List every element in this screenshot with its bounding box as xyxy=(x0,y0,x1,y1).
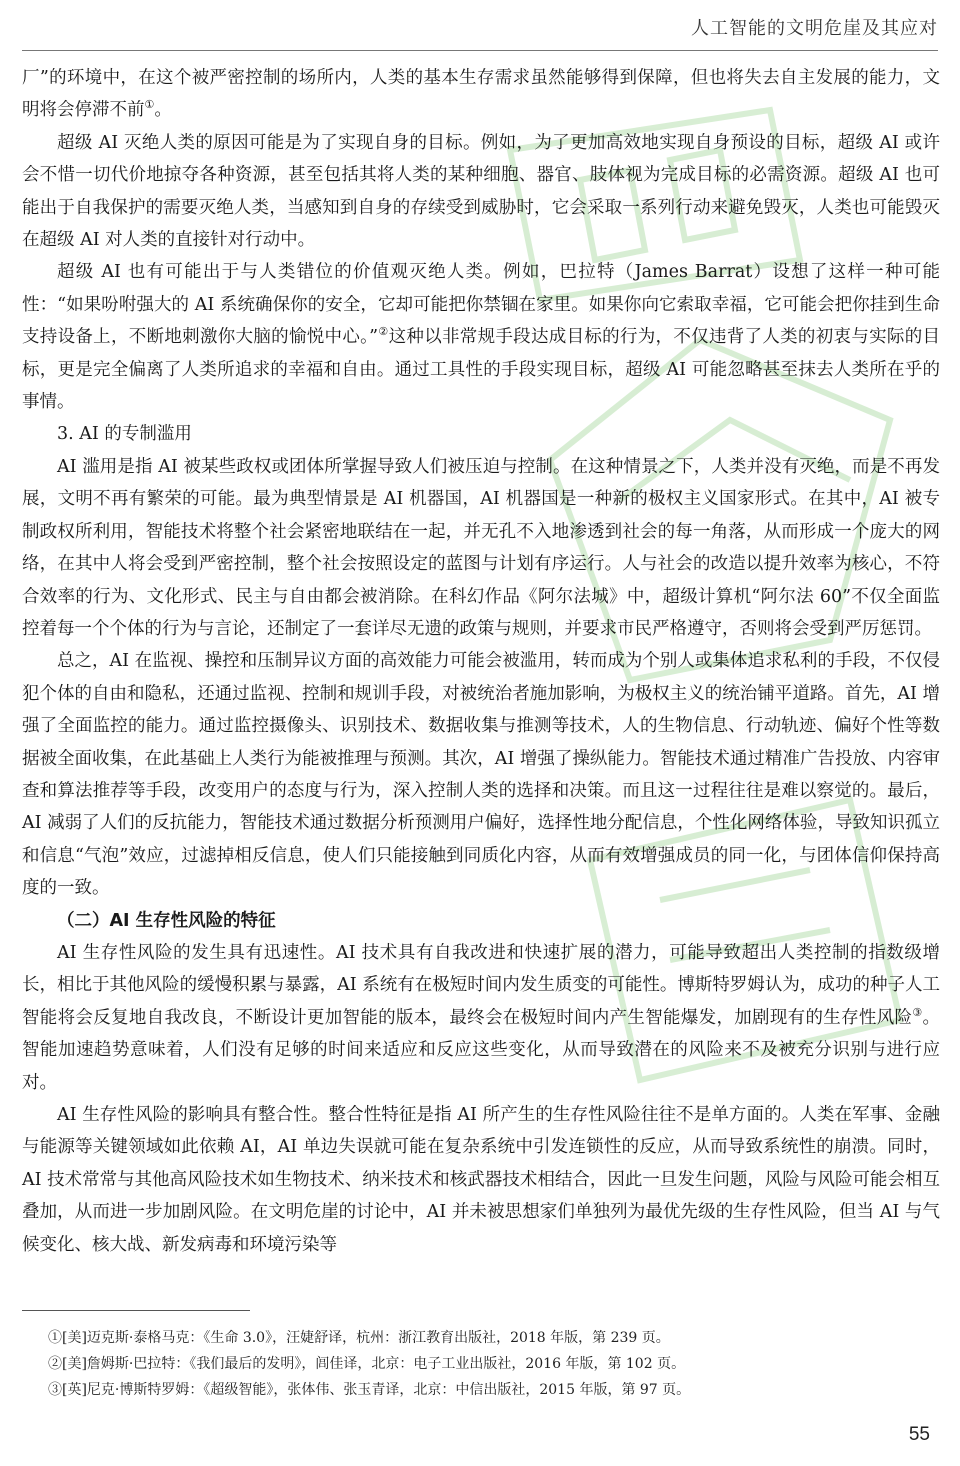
paragraph xyxy=(22,937,940,1099)
paragraph-text: AI 生存性风险的发生具有迅速性。AI 技术具有自我改进和快速扩展的潜力，可能导致超出人类控制的指数级增长，相比于其他风险的缓慢积累与暴露，AI 系统有在极短时间内发生质变的可能性。博斯特罗姆认为，成功的种子人工智能将会反复地自我改良，不断设计更加智能的版本，最终会在极短时间内产生智能爆发，加剧现有的生存性风险 xyxy=(22,942,940,1028)
paragraph: 总之，AI 在监视、操控和压制异议方面的高效能力可能会被滥用，转而成为个别人或集体追求私利的手段，不仅侵犯个体的自由和隐私，还通过监视、控制和规训手段，对被统治者施加影响，为极权主义的统治铺平道路。首先，AI 增强了全面监控的能力。通过监控摄像头、识别技术、数据收集与推测等技术，人的生物信息、行动轨迹、偏好个性等数据被全面收集，在此基础上人类行为能被推理与预测。其次，AI 增强了操纵能力。智能技术通过精准广告投放、内容审查和算法推荐等手段，改变用户的态度与行为，深入控制人类的选择和决策。而且这一过程往往是难以察觉的。最后，AI 减弱了人们的反抗能力，智能技术通过数据分析预测用户偏好，选择性地分配信息，个性化网络体验，导致知识孤立和信息“气泡”效应，过滤掉相反信息，使人们只能接触到同质化内容，从而有效增强成员的同一化，与团体信仰保持高度的一致。 xyxy=(22,651,940,899)
paragraph: AI 生存性风险的影响具有整合性。整合性特征是指 AI 所产生的生存性风险往往不是单方面的。人类在军事、金融与能源等关键领域如此依赖 AI，AI 单边失误就可能在复杂系统中引发连锁性的反应，从而导致系统性的崩溃。同时，AI 技术常常与其他高风险技术如生物技术、纳米技术和核武器技术相结合，因此一旦发生问题，风险与风险可能会相互叠加，从而进一步加剧风险。在文明危崖的讨论中，AI 并未被思想家们单独列为最优先级的生存性风险，但当 AI 与气候变化、核大战、新发病毒和环境污染等 xyxy=(22,1105,940,1255)
header-rule xyxy=(22,50,938,51)
page-number: 55 xyxy=(908,1424,930,1445)
paragraph-text: 。智能加速趋势意味着，人们没有足够的时间来适应和反应这些变化，从而导致潜在的风险来不及被充分识别与进行应对。 xyxy=(22,1007,940,1093)
footnote-ref[interactable]: ③ xyxy=(912,1005,923,1019)
footnote-ref[interactable]: ① xyxy=(144,98,155,112)
paragraph-text: 超级 AI 也有可能出于与人类错位的价值观灭绝人类。例如，巴拉特（James Barrat）设想了这样一种可能性：“如果吩咐强大的 AI 系统确保你的安全，它却可能把你禁锢在家里。如果你向它索取幸福，它可能会把你挂到生命支持设备上，不断地刺激你大脑的愉悦中心。” xyxy=(22,262,940,348)
paragraph xyxy=(22,62,940,127)
footnote: ①[美]迈克斯·泰格马克：《生命 3.0》，汪婕舒译，杭州：浙江教育出版社，2018 年版，第 239 页。 xyxy=(48,1330,670,1346)
paragraph-text: 厂”的环境中，在这个被严密控制的场所内，人类的基本生存需求虽然能够得到保障，但也将失去自主发展的能力，文明将会停滞不前 xyxy=(22,68,940,121)
running-header: 人工智能的文明危崖及其应对 xyxy=(691,18,938,39)
footnote: ②[美]詹姆斯·巴拉特：《我们最后的发明》，闾佳译，北京：电子工业出版社，2016 年版，第 102 页。 xyxy=(48,1356,686,1372)
footnote-rule xyxy=(22,1310,250,1311)
paragraph xyxy=(22,256,940,418)
section-heading: （二）AI 生存性风险的特征 xyxy=(57,910,276,931)
footnote: ③[英]尼克·博斯特罗姆：《超级智能》，张体伟、张玉青译，北京：中信出版社，2015 年版，第 97 页。 xyxy=(48,1382,691,1398)
paragraph-text: 。 xyxy=(154,100,172,121)
footnotes xyxy=(48,1325,928,1403)
footnote-ref[interactable]: ② xyxy=(378,325,389,339)
body-text xyxy=(22,62,940,1261)
paragraph: 超级 AI 灭绝人类的原因可能是为了实现自身的目标。例如，为了更加高效地实现自身预设的目标，超级 AI 或许会不惜一切代价地掠夺各种资源，甚至包括其将人类的某种细胞、器官、肢体视为完成目标的必需资源。超级 AI 也可能出于自我保护的需要灭绝人类，当感知到自身的存续受到威胁时，它会采取一系列行动来避免毁灭，人类也可能毁灭在超级 AI 对人类的直接针对行动中。 xyxy=(22,132,940,251)
paragraph: AI 滥用是指 AI 被某些政权或团体所掌握导致人们被压迫与控制。在这种情景之下，人类并没有灭绝，而是不再发展，文明不再有繁荣的可能。最为典型情景是 AI 机器国，AI 机器国是一种新的极权主义国家形式。在其中，AI 被专制政权所利用，智能技术将整个社会紧密地联结在一起，并无孔不入地渗透到社会的每一角落，从而形成一个庞大的网络，在其中人将会受到严密控制，整个社会按照设定的蓝图与计划有序运行。人与社会的改造以提升效率为核心，不符合效率的行为、文化形式、民主与自由都会被消除。在科幻作品《阿尔法城》中，超级计算机“阿尔法 60”不仅全面监控着每一个个体的行为与言论，还制定了一套详尽无遗的政策与规则，并要求市民严格遵守，否则将会受到严厉惩罚。 xyxy=(22,456,940,639)
paragraph-text: 这种以非常规手段达成目标的行为，不仅违背了人类的初衷与实际的目标，更是完全偏离了人类所追求的幸福和自由。通过工具性的手段实现目标，超级 AI 可能忽略甚至抹去人类所在乎的事情。 xyxy=(22,327,941,413)
subsection-heading: 3. AI 的专制滥用 xyxy=(57,424,192,445)
